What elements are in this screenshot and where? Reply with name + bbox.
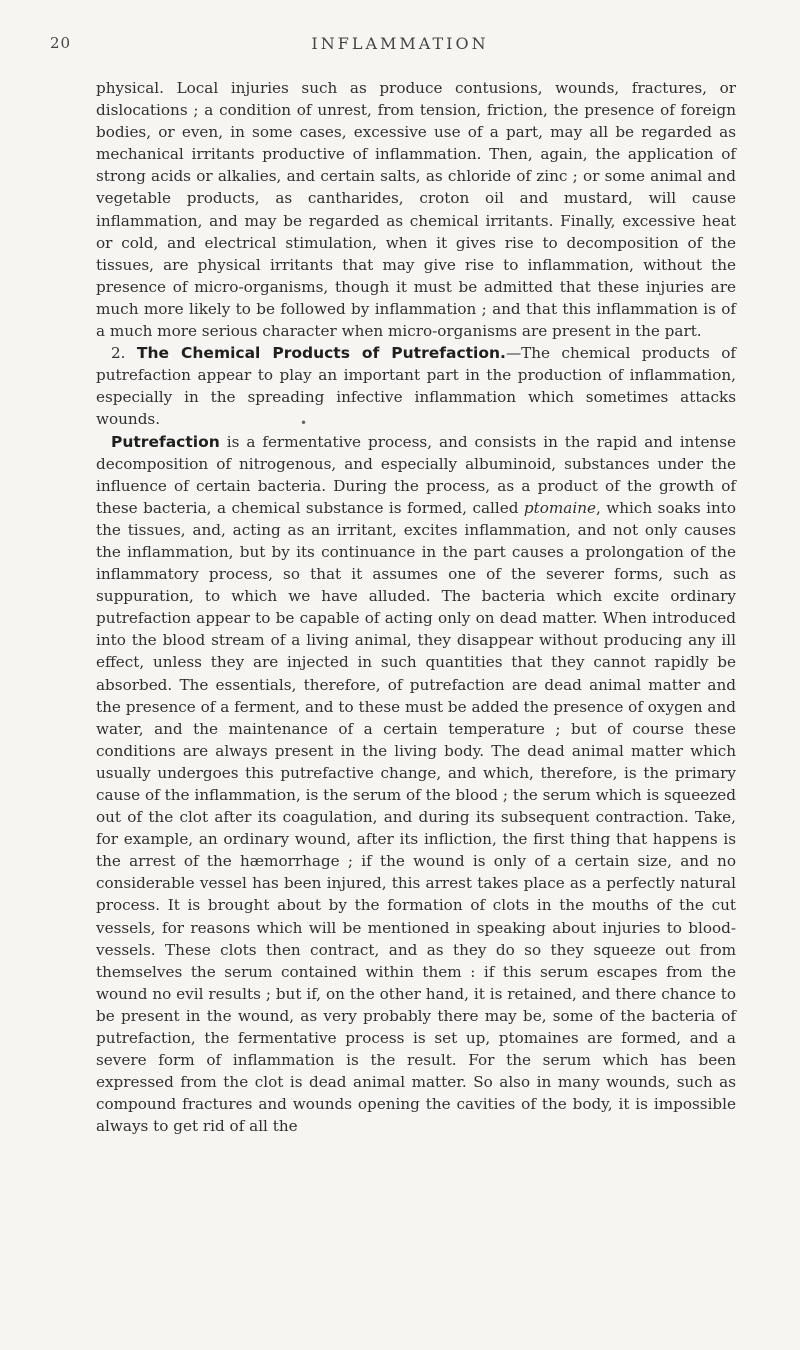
page-number: 20 <box>50 34 72 52</box>
term-putrefaction: Putrefaction <box>111 432 220 451</box>
section-2-text: —The chemical products of putrefaction appear to play an important part in the production of inflammation, especially in the spreading infective inflammation which sometimes attacks wounds. <box>96 344 736 429</box>
paragraph-section-2 <box>96 342 736 430</box>
section-number: 2. <box>111 344 126 363</box>
running-title: INFLAMMATION <box>311 34 489 53</box>
paragraph-continuation: physical. Local injuries such as produce contusions, wounds, fractures, or dislocations ; a condition of unrest, from tension, friction, the presence of foreign bodies, or even, in some cases, excessive use of a part, may all be regarded as mechanical irritants productive of inflammation. Then, again, the application of strong acids or alkalies, and certain salts, as chloride of zinc ; or some animal and vegetable products, as cantharides, croton oil and mustard, will cause inflammation, and may be regarded as chemical irritants. Finally, excessive heat or cold, and electrical stimulation, when it gives rise to decomposition of the tissues, are physical irritants that may give rise to inflammation, without the presence of micro-organisms, though it must be admitted that these injuries are much more likely to be followed by inflammation ; and that this inflammation is of a much more serious character when micro-organisms are present in the part. <box>96 79 736 341</box>
running-head <box>0 34 800 58</box>
putrefaction-text-2: , which soaks into the tissues, and, acting as an irritant, excites inflammation, and not only causes the inflammation, but by its continuance in the part causes a prolongation of the inflammatory process, so that it assumes one of the severer forms, such as suppuration, to which we have alluded. The bacteria which excite ordinary putrefaction appear to be capable of acting only on dead matter. When introduced into the blood stream of a living animal, they disappear without producing any ill effect, unless they are injected in such quantities that they cannot rapidly be absorbed. The essentials, therefore, of putrefaction are dead animal matter and the presence of a ferment, and to these must be added the presence of oxygen and water, and the maintenance of a certain temperature ; but of course these conditions are always present in the living body. The dead animal matter which usually undergoes this putrefactive change, and which, therefore, is the primary cause of the inflammation, is the serum of the blood ; the serum which is squeezed out of the clot after its coagulation, and during its subsequent contraction. Take, for example, an ordinary wound, after its infliction, the first thing that happens is the arrest of the hæmorrhage ; if the wound is only of a certain size, and no considerable vessel has been injured, this arrest takes place as a perfectly natural process. It is brought about by the formation of clots in the mouths of the cut vessels, for reasons which will be mentioned in speaking about injuries to blood-vessels. These clots then contract, and as they do so they squeeze out from themselves the serum contained within them : if this serum escapes from the wound no evil results ; but if, on the other hand, it is retained, and there chance to be present in the wound, as very probably there may be, some of the bacteria of putrefaction, the fermentative process is set up, ptomaines are formed, and a severe form of inflammation is the result. For the serum which has been expressed from the clot is dead animal matter. So also in many wounds, such as compound fractures and wounds opening the cavities of the body, it is impossible always to get rid of all the <box>96 498 736 1136</box>
stray-print-mark: • <box>300 416 308 430</box>
paragraph-putrefaction <box>96 431 736 1138</box>
body-text <box>96 77 736 1138</box>
section-heading: The Chemical Products of Putrefaction. <box>136 344 506 363</box>
putrefaction-text-1: is a fermentative process, and consists in the rapid and intense decomposition of nitrogenous, and especially albuminoid, substances under the influence of certain bacteria. During the process, as a product of the growth of these bacteria, a chemical substance is formed, called <box>96 432 736 517</box>
italic-term-ptomaine: ptomaine <box>523 498 596 517</box>
